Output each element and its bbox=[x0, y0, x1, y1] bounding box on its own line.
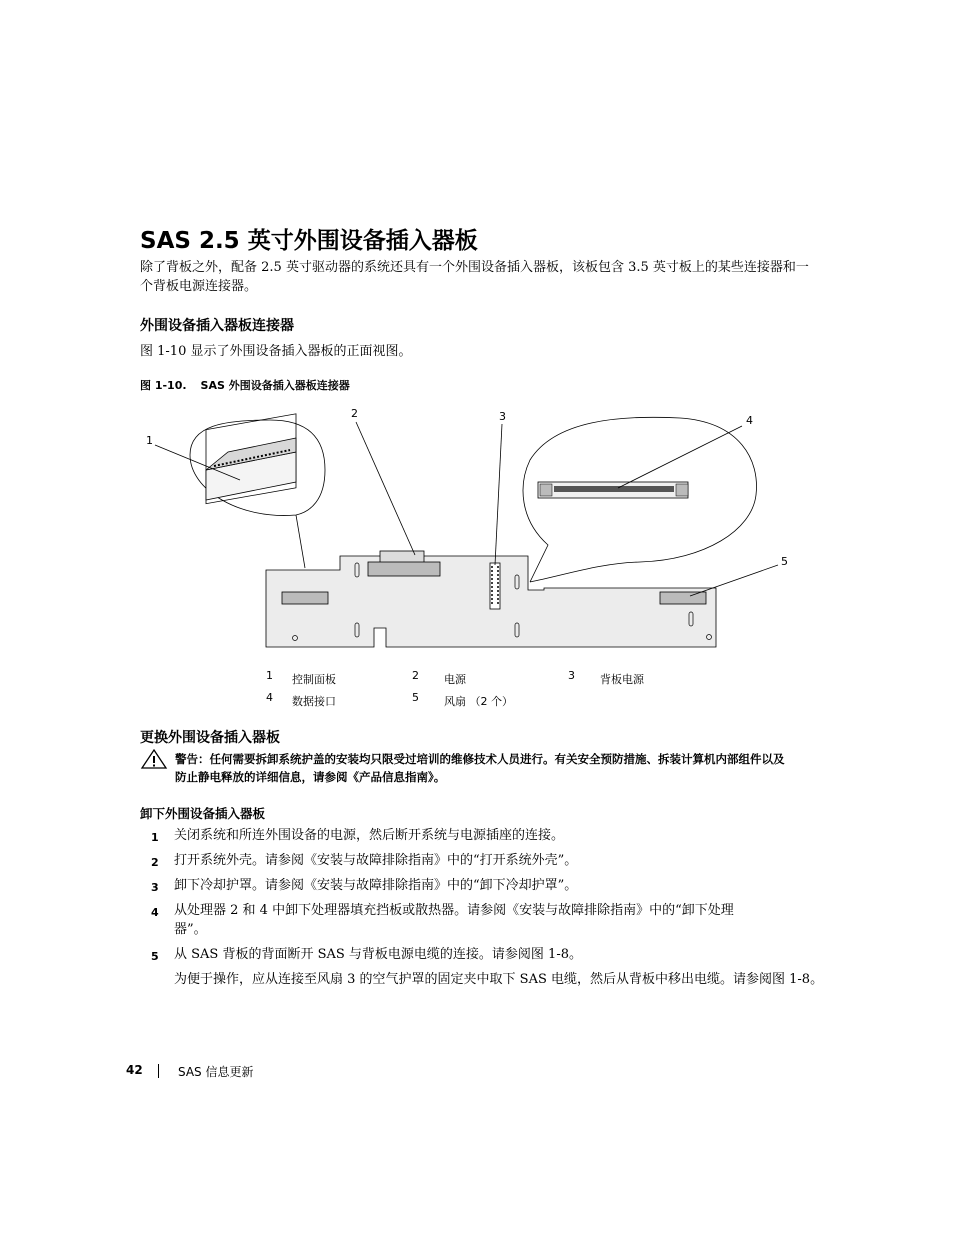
callout-line-5 bbox=[690, 565, 778, 596]
section-connectors-text: 图 1-10 显示了外围设备插入器板的正面视图。 bbox=[140, 344, 412, 359]
control-panel-connector bbox=[206, 414, 296, 504]
legend-label-1: 控制面板 bbox=[292, 673, 336, 686]
warning-icon bbox=[140, 748, 168, 770]
figure-caption-text: SAS 外围设备插入器板连接器 bbox=[200, 379, 350, 392]
step-number: 3 bbox=[151, 881, 159, 894]
step-text: 从处理器 2 和 4 中卸下处理器填充挡板或散热器。请参阅《安装与故障排除指南》中的“卸下处理器”。 bbox=[174, 903, 734, 937]
footer-text: SAS 信息更新 bbox=[178, 1065, 254, 1079]
intro-paragraph: 除了背板之外，配备 2.5 英寸驱动器的系统还具有一个外围设备插入器板，该板包含 3.5 英寸板上的某些连接器和一个背板电源连接器。 bbox=[140, 260, 809, 294]
section-heading-connectors: 外围设备插入器板连接器 bbox=[140, 318, 294, 334]
callout-line-3 bbox=[495, 424, 502, 565]
legend-label-2: 电源 bbox=[444, 673, 466, 686]
step-text: 关闭系统和所连外围设备的电源，然后断开系统与电源插座的连接。 bbox=[174, 828, 565, 843]
legend-num-3: 3 bbox=[568, 669, 575, 682]
legend-num-5: 5 bbox=[412, 691, 419, 704]
legend-num-1: 1 bbox=[266, 669, 273, 682]
legend-label-5: 风扇 （2 个） bbox=[444, 695, 513, 708]
legend-num-4: 4 bbox=[266, 691, 273, 704]
callout-4: 4 bbox=[746, 414, 753, 427]
page-title: SAS 2.5 英寸外围设备插入器板 bbox=[140, 228, 478, 254]
legend-label-4: 数据接口 bbox=[292, 695, 336, 708]
power-connector bbox=[368, 551, 440, 576]
section-heading-replace: 更换外围设备插入器板 bbox=[140, 730, 280, 746]
step-number: 1 bbox=[151, 831, 159, 844]
step-text: 打开系统外壳。请参阅《安装与故障排除指南》中的“打开系统外壳”。 bbox=[174, 853, 578, 868]
backplane-power-connector bbox=[490, 563, 500, 609]
legend-label-3: 背板电源 bbox=[600, 673, 644, 686]
callout-3: 3 bbox=[499, 410, 506, 423]
warning-text: 警告：任何需要拆卸系统护盖的安装均只限受过培训的维修技术人员进行。有关安全预防措施、拆装计算机内部组件以及防止静电释放的详细信息，请参阅《产品信息指南》。 bbox=[175, 752, 785, 784]
data-interface-connector bbox=[538, 482, 688, 498]
callout-line-4 bbox=[618, 426, 742, 488]
callout-1: 1 bbox=[146, 434, 153, 447]
step-text: 从 SAS 背板的背面断开 SAS 与背板电源电缆的连接。请参阅图 1-8。 bbox=[174, 947, 582, 962]
legend-num-2: 2 bbox=[412, 669, 419, 682]
subsection-heading-remove: 卸下外围设备插入器板 bbox=[140, 806, 266, 821]
footer-divider bbox=[158, 1064, 159, 1078]
step-number: 2 bbox=[151, 856, 159, 869]
callout-line-2 bbox=[356, 422, 415, 555]
step-text: 卸下冷却护罩。请参阅《安装与故障排除指南》中的“卸下冷却护罩”。 bbox=[174, 878, 578, 893]
callout-2: 2 bbox=[351, 407, 358, 420]
callout-bubble-right bbox=[523, 417, 756, 582]
step-number: 4 bbox=[151, 906, 159, 919]
page-number: 42 bbox=[126, 1063, 143, 1077]
figure-label: 图 1-10. bbox=[140, 379, 187, 392]
step-number: 5 bbox=[151, 950, 159, 963]
step-note: 为便于操作，应从连接至风扇 3 的空气护罩的固定夹中取下 SAS 电缆，然后从背板中移出电缆。请参阅图 1-8。 bbox=[174, 972, 824, 987]
callout-5: 5 bbox=[781, 555, 788, 568]
